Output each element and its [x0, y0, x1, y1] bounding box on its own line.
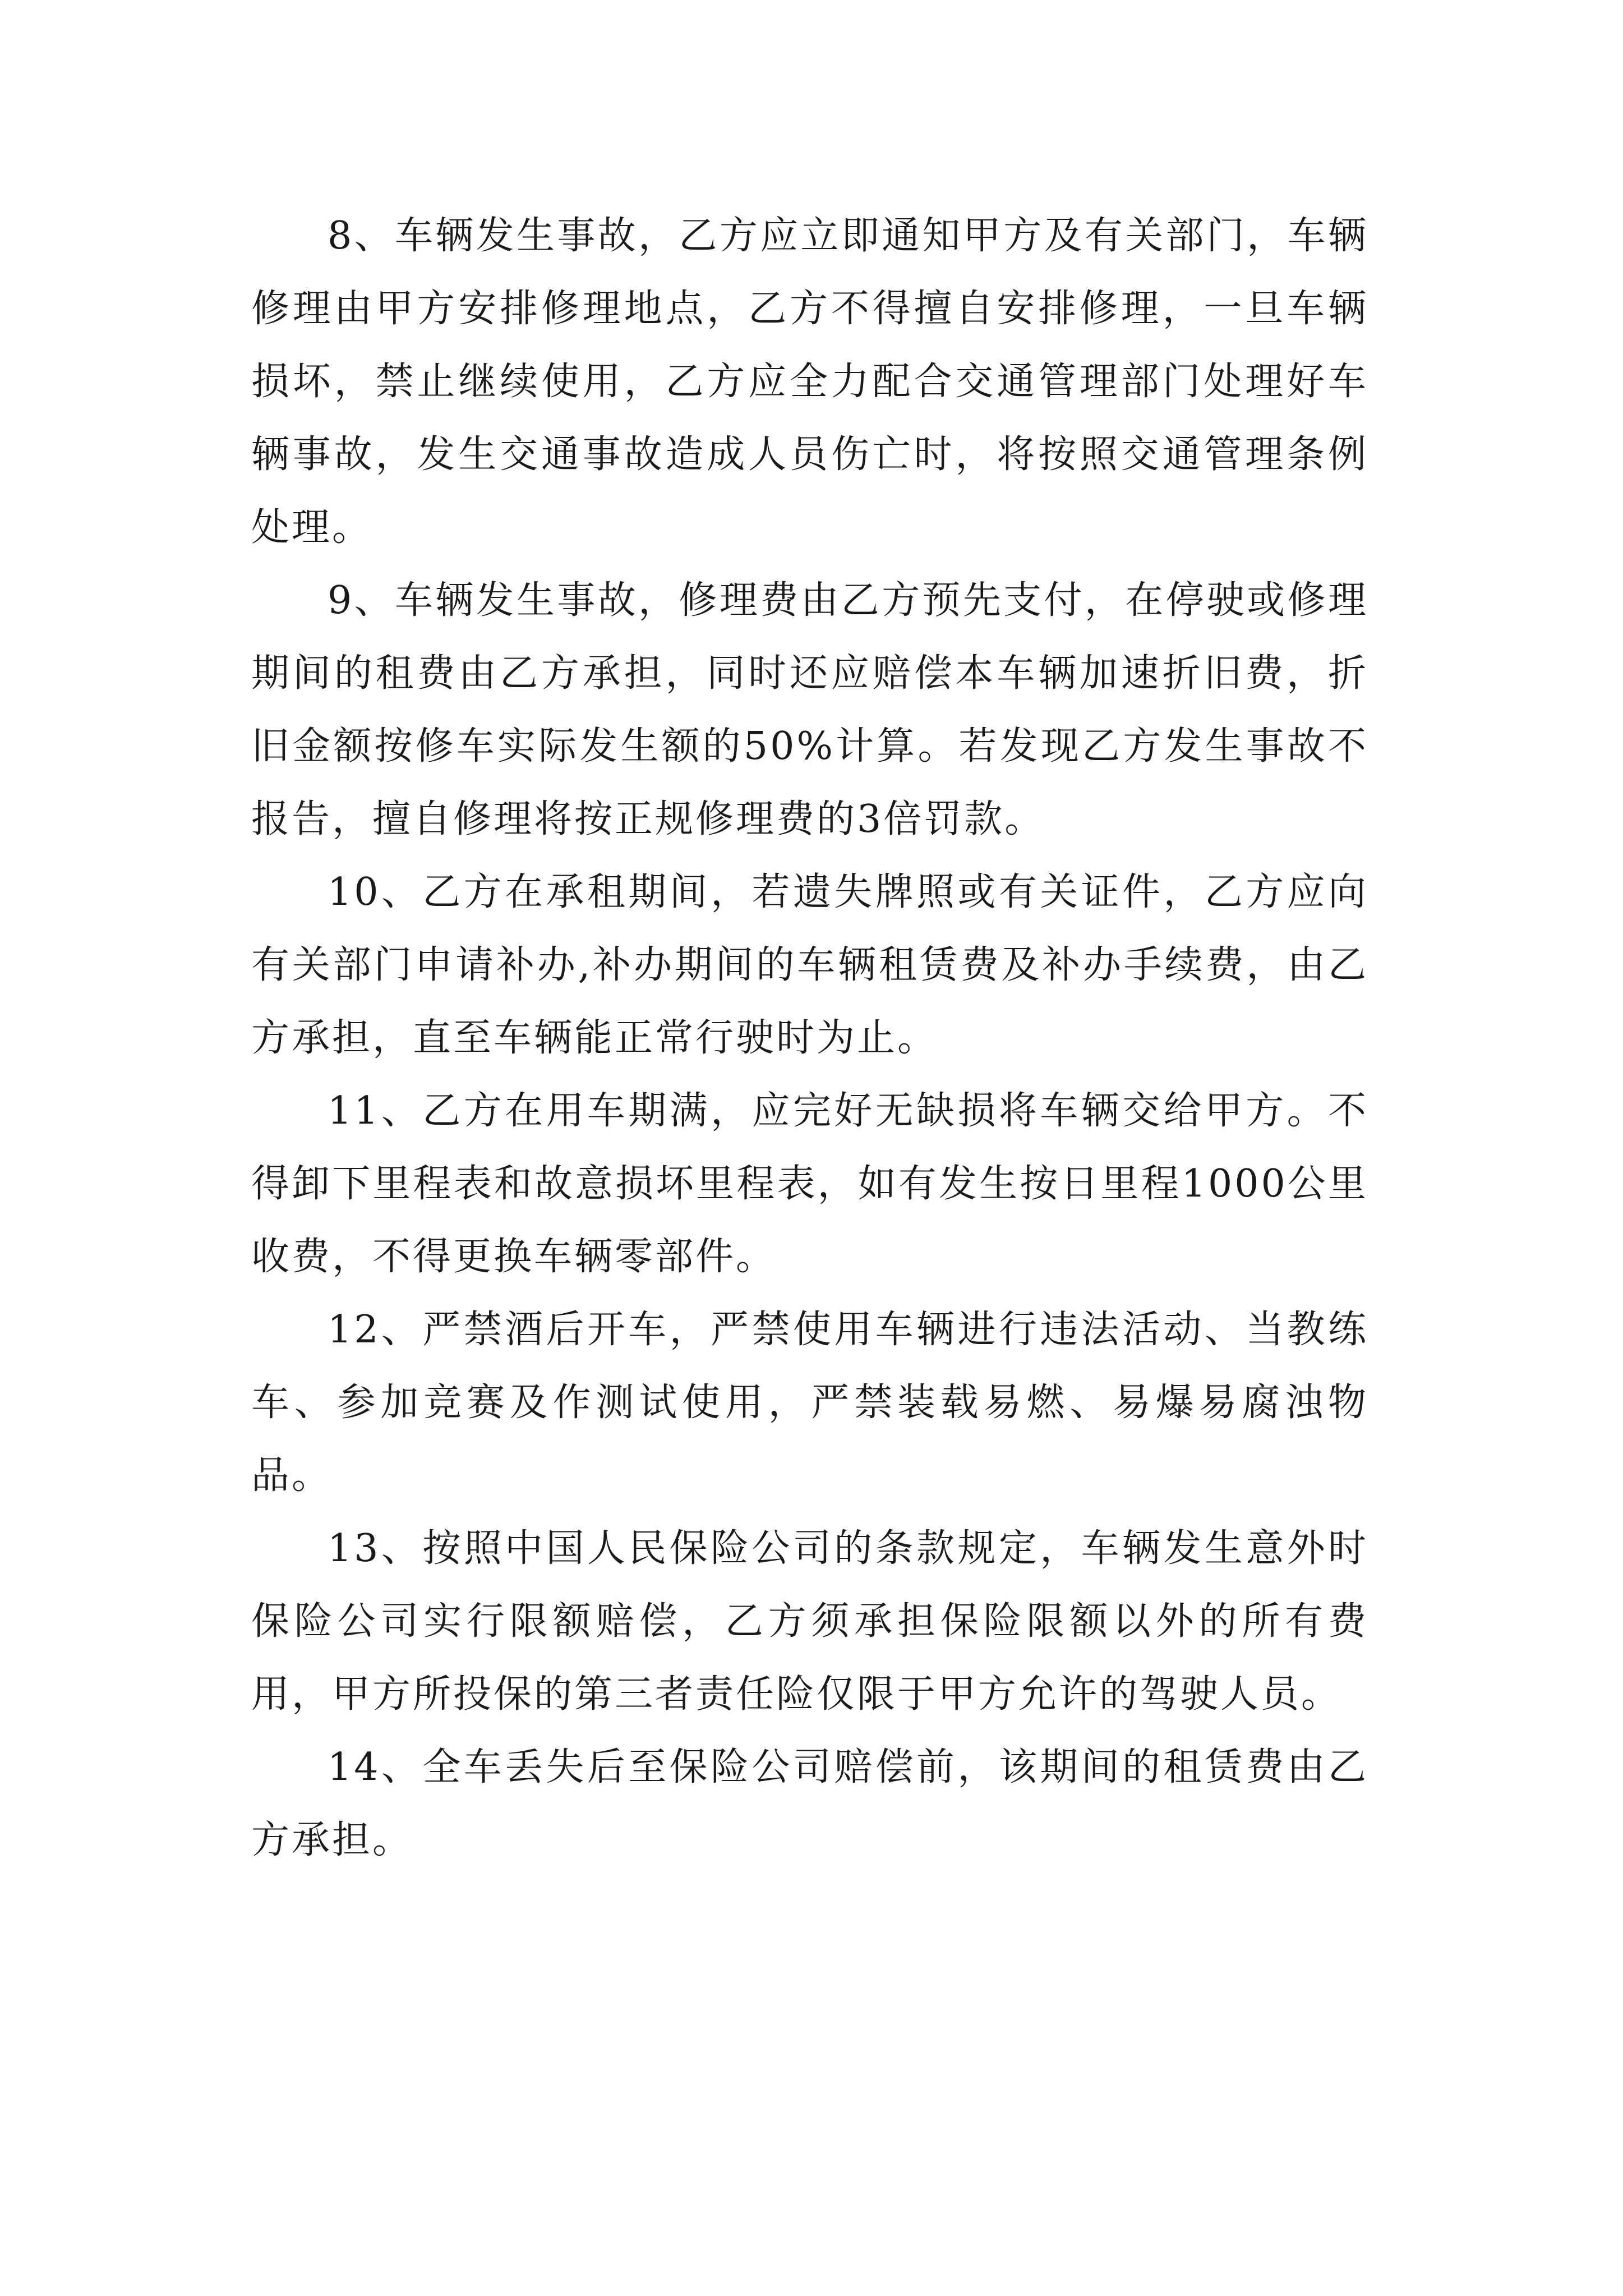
document-body — [251, 200, 1368, 1877]
clause-11-paragraph: 11、乙方在用车期满，应完好无缺损将车辆交给甲方。不得卸下里程表和故意损坏里程表，如有发生按日里程1000公里收费，不得更换车辆零部件。 — [251, 1089, 1368, 1279]
clause-14-paragraph: 14、全车丢失后至保险公司赔偿前，该期间的租赁费由乙方承担。 — [251, 1745, 1368, 1862]
clause-8-paragraph: 8、车辆发生事故，乙方应立即通知甲方及有关部门，车辆修理由甲方安排修理地点，乙方不得擅自安排修理，一旦车辆损坏，禁止继续使用，乙方应全力配合交通管理部门处理好车辆事故，发生交通事故造成人员伤亡时，将按照交通管理条例处理。 — [251, 214, 1368, 550]
clause-13-paragraph: 13、按照中国人民保险公司的条款规定，车辆发生意外时保险公司实行限额赔偿，乙方须承担保险限额以外的所有费用，甲方所投保的第三者责任险仅限于甲方允许的驾驶人员。 — [251, 1526, 1368, 1717]
clause-12-paragraph: 12、严禁酒后开车，严禁使用车辆进行违法活动、当教练车、参加竞赛及作测试使用，严禁装载易燃、易爆易腐浊物品。 — [251, 1308, 1368, 1498]
clause-10-paragraph: 10、乙方在承租期间，若遗失牌照或有关证件，乙方应向有关部门申请补办,补办期间的车辆租赁费及补办手续费，由乙方承担，直至车辆能正常行驶时为止。 — [251, 870, 1368, 1060]
clause-9-paragraph: 9、车辆发生事故，修理费由乙方预先支付，在停驶或修理期间的租费由乙方承担，同时还应赔偿本车辆加速折旧费，折旧金额按修车实际发生额的50%计算。若发现乙方发生事故不报告，擅自修理将按正规修理费的3倍罚款。 — [251, 578, 1368, 841]
